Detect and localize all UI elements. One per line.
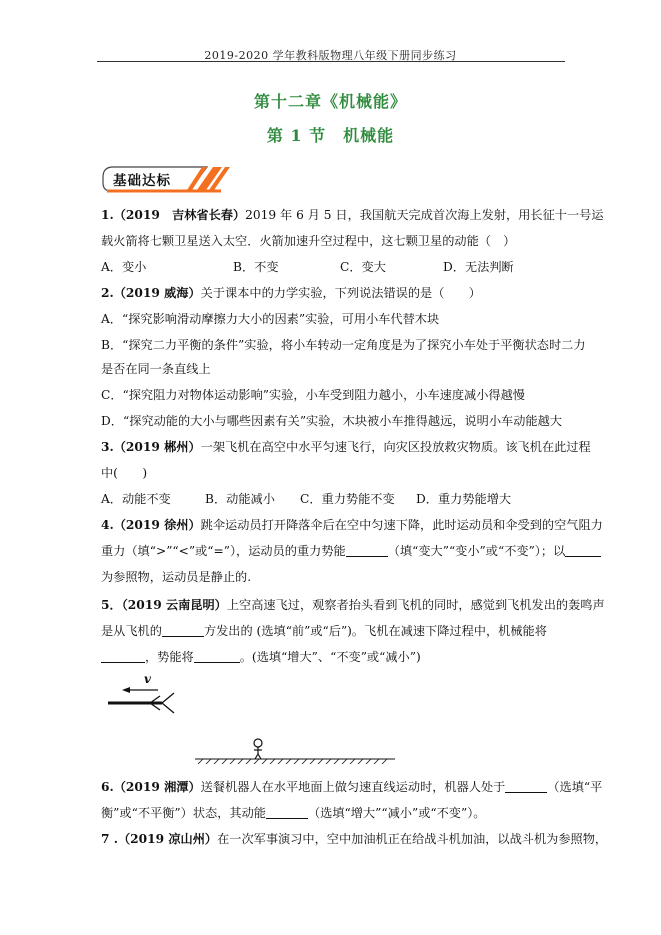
question-2-option-a: A．“探究影响滑动摩擦力大小的因素”实验，可用小车代替木块 [101,312,440,326]
question-6-text-1b: （选填“平 [547,780,603,794]
question-5-text-1: 上空高速飞过，观察者抬头看到飞机的同时，感觉到飞机发出的轰鸣声 [226,598,605,612]
question-4-blank-2 [346,544,388,557]
section-badge [101,163,231,195]
question-1-option-a: A．变小 [101,260,147,274]
question-1-option-b: B．不变 [233,260,279,274]
velocity-label: v [144,672,151,686]
question-1-line-1 [101,207,604,223]
question-3-text-1: 一架飞机在高空中水平匀速飞行，向灾区投放救灾物质。该飞机在此过程 [200,440,591,454]
airplane-diagram [100,672,400,772]
question-3-option-a: A．动能不变 [101,492,171,506]
question-1-option-c: C．变大 [340,260,386,274]
question-1-text-1: 2019 年 6 月 5 日，我国航天完成首次海上发射，用长征十一号运 [245,208,604,222]
question-4-text-2a: 重力（填“>”“<”或“=”），运动员的重力势能 [101,544,346,558]
question-1-tag: 1.（2019 吉林省长春） [101,208,246,222]
question-5-line-1 [101,597,605,613]
question-7-line-1 [101,831,607,847]
question-2-option-d: D．“探究动能的大小与哪些因素有关”实验，木块被小车推得越远，说明小车动能越大 [101,414,562,428]
question-3-option-d: D．重力势能增大 [416,492,512,506]
question-4-text-1: 跳伞运动员打开降落伞后在空中匀速下降，此时运动员和伞受到的空气阻力 [200,518,603,532]
question-6-tag: 6.（2019 湘潭） [101,780,201,794]
question-5-line-3 [101,649,421,665]
question-4-blank-3 [565,544,601,557]
question-2-stem: 关于课本中的力学实验，下列说法错误的是（ ） [200,286,481,300]
question-6-text-1a: 送餐机器人在水平地面上做匀速直线运动时，机器人处于 [200,780,506,794]
question-6-text-2a: 衡”或“不平衡”）状态，其动能 [101,806,266,820]
question-4-line-2 [101,543,601,559]
airplane-figure [100,672,400,772]
question-2-tag: 2.（2019 威海） [101,286,201,300]
question-6-blank-2 [266,806,308,819]
question-5-line-2 [101,623,547,639]
question-6-text-2b: （选填“增大”“减小”或“不变”）。 [307,806,486,820]
question-2-option-b-line-2: 是否在同一条直线上 [101,362,211,376]
question-4-tag: 4.（2019 徐州） [101,518,201,532]
question-6-blank-1 [505,780,547,793]
question-5-text-3a: ，势能将 [145,650,194,664]
question-3-options [101,491,571,507]
question-3-line-1 [101,439,591,455]
question-5-blank-2 [101,650,145,663]
question-5-tag: 5．（2019 云南昆明） [101,598,227,612]
page-header: 2019-2020 学年教科版物理八年级下册同步练习 [204,49,457,62]
question-4-text-2b: （填“变大”“变小”或“不变”）；以 [387,544,566,558]
question-2-option-c: C．“探究阻力对物体运动影响”实验，小车受到阻力越小，小车速度减小得越慢 [101,388,525,402]
question-7-tag: 7 .（2019 凉山州） [101,832,218,846]
badge-label: 基础达标 [113,173,171,189]
question-7-text-1: 在一次军事演习中，空中加油机正在给战斗机加油，以战斗机为参照物， [217,832,608,846]
question-2-option-b-line-1: B．“探究二力平衡的条件”实验，将小车转动一定角度是为了探究小车处于平衡状态时二力 [101,338,586,352]
question-6-line-1 [101,779,602,795]
question-5-blank-1 [162,624,204,637]
header-rule [97,61,565,62]
question-5-text-3b: 。(选填“增大”、“不变”或“减小”) [239,650,421,664]
question-4-line-3: 为参照物，运动员是静止的. [101,570,252,584]
question-2-line-1 [101,285,481,301]
question-6-line-2 [101,805,486,821]
question-5-blank-3 [194,650,240,663]
question-3-tag: 3.（2019 郴州） [101,440,201,454]
question-1-option-d: D．无法判断 [443,260,514,274]
section-title: 第 1 节 机械能 [266,126,395,145]
question-5-text-2a: 是从飞机的 [101,624,162,638]
question-3-option-b: B．动能减小 [205,492,275,506]
question-4-line-1 [101,517,603,533]
question-5-text-2b: 方发出的 (选填“前”或“后”)。飞机在减速下降过程中，机械能将 [203,624,547,638]
chapter-title: 第十二章《机械能》 [253,92,407,111]
question-3-line-2: 中( ) [101,466,148,480]
question-3-option-c: C．重力势能不变 [300,492,395,506]
question-1-line-2: 载火箭将七颗卫星送入太空．火箭加速升空过程中，这七颗卫星的动能（ ） [101,234,516,248]
question-1-options [101,259,571,275]
